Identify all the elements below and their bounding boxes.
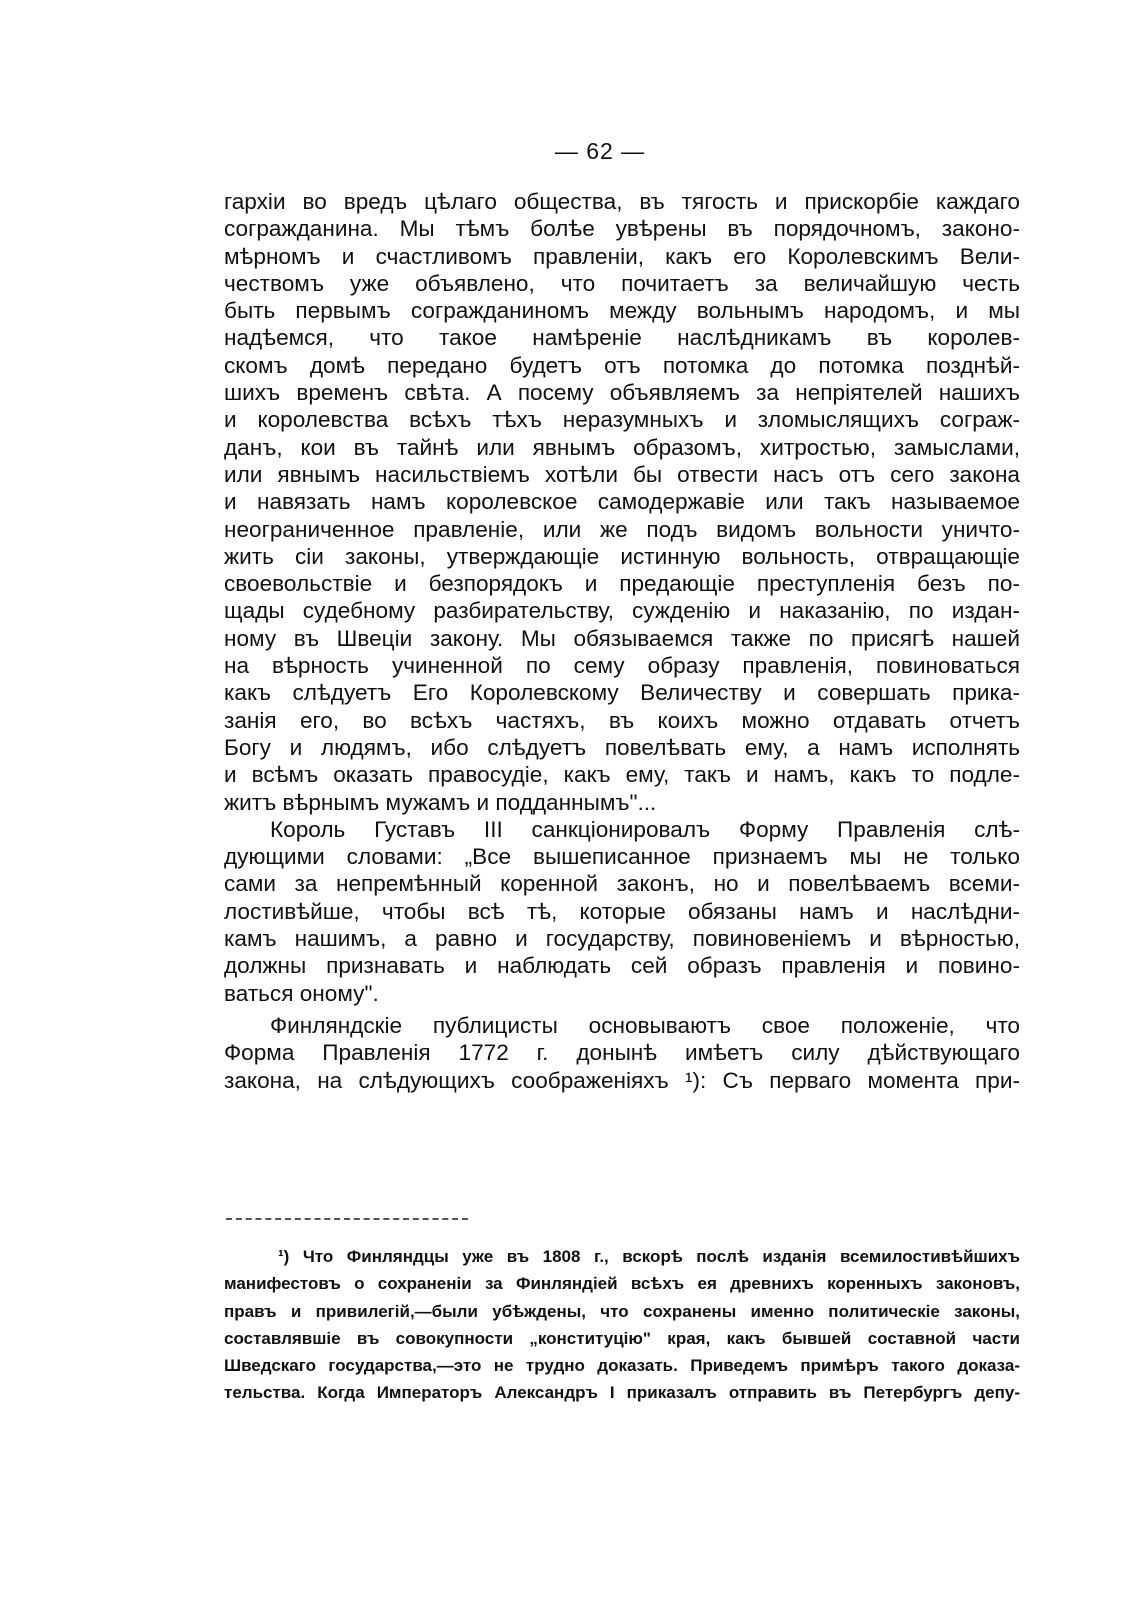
text-line: чествомъ уже объявлено, что почитаетъ за величайшую честь [224, 270, 1020, 296]
footnote-line: манифестовъ о сохраненіи за Финляндіей всѣхъ ея древнихъ коренныхъ законовъ, [224, 1274, 1020, 1294]
text-line: Форма Правленія 1772 г. донынѣ имѣетъ силу дѣйствующаго [224, 1040, 1020, 1066]
text-line: гархіи во вредъ цѣлаго общества, въ тягость и прискорбіе каждаго [224, 189, 1020, 214]
paragraph-start-line: Финляндскіе публицисты основываютъ свое положеніе, что [270, 1012, 1020, 1038]
footnote [224, 1244, 1020, 1408]
text-line: ваться оному". [224, 980, 379, 1006]
text-line: Богу и людямъ, ибо слѣдуетъ повелѣвать ему, а намъ исполнять [224, 734, 1020, 760]
text-line: какъ слѣдуетъ Его Королевскому Величеству и совершать прика- [224, 680, 1020, 706]
text-line: закона, на слѣдующихъ соображеніяхъ ¹): Съ перваго момента при- [224, 1067, 1020, 1093]
text-line: своевольствіе и безпорядокъ и предающіе преступленія безъ по- [224, 571, 1020, 597]
text-line: согражданина. Мы тѣмъ болѣе увѣрены въ порядочномъ, законо- [224, 216, 1020, 242]
paragraph-start-line: Король Густавъ III санкціонировалъ Форму Правленія слѣ- [270, 816, 1020, 842]
text-line: сами за непремѣнный коренной законъ, но и повелѣваемъ всеми- [224, 871, 1020, 897]
text-line: и навязать намъ королевское самодержавіе или такъ называемое [224, 489, 1020, 515]
text-line: ному въ Швеціи закону. Мы обязываемся также по присягѣ нашей [224, 625, 1020, 651]
page-number: — 62 — [554, 138, 646, 164]
text-line: быть первымъ согражданиномъ между вольнымъ народомъ, и мы [224, 298, 1020, 324]
footnote-line: тельства. Когда Императоръ Александръ I приказалъ отправить въ Петербургъ депу- [224, 1383, 1020, 1403]
text-line: неограниченное правленіе, или же подъ видомъ вольности уничто- [224, 516, 1020, 542]
text-line: камъ нашимъ, а равно и государству, повиновеніемъ и вѣрностью, [224, 926, 1020, 952]
text-line: мѣрномъ и счастливомъ правленіи, какъ его Королевскимъ Вели- [224, 243, 1020, 269]
main-text [224, 188, 1020, 1094]
footnote-line: Шведскаго государства,—это не трудно доказать. Приведемъ примѣръ такого доказа- [224, 1356, 1020, 1376]
text-line: дующими словами: „Все вышеписанное признаемъ мы не только [224, 844, 1020, 870]
footnote-separator [226, 1218, 468, 1220]
text-line: занія его, во всѣхъ частяхъ, въ коихъ можно отдавать отчетъ [224, 707, 1020, 733]
text-line: данъ, кои въ тайнѣ или явнымъ образомъ, хитростью, замыслами, [224, 434, 1020, 460]
footnote-line: правъ и привилегій,—были убѣждены, что сохранены именно политическіе законы, [224, 1301, 1020, 1321]
text-line: жить сіи законы, утверждающіе истинную вольность, отвращающіе [224, 543, 1020, 569]
text-line: должны признавать и наблюдать сей образъ правленія и повино- [224, 953, 1020, 979]
text-line: на вѣрность учиненной по сему образу правленія, повиноваться [224, 653, 1020, 679]
text-line: и всѣмъ оказать правосудіе, какъ ему, такъ и намъ, какъ то подле- [224, 762, 1020, 788]
text-line: шихъ временъ свѣта. А посему объявляемъ за непріятелей нашихъ [224, 380, 1020, 406]
footnote-line: составлявшіе въ совокупности „конституцію" края, какъ бывшей составной части [224, 1328, 1020, 1348]
text-line: лостивѣйше, чтобы всѣ тѣ, которые обязаны намъ и наслѣдни- [224, 898, 1020, 924]
text-line: щады судебному разбирательству, сужденію и наказанію, по издан- [224, 598, 1020, 624]
footnote-line: ¹) Что Финляндцы уже въ 1808 г., вскорѣ послѣ изданія всемилостивѣйшихъ [278, 1247, 1020, 1266]
text-line: житъ вѣрнымъ мужамъ и подданнымъ"... [224, 789, 657, 815]
text-line: надѣемся, что такое намѣреніе наслѣдникамъ въ королев- [224, 325, 1020, 351]
text-line: скомъ домѣ передано будетъ отъ потомка до потомка позднѣй- [224, 352, 1020, 378]
text-line: или явнымъ насильствіемъ хотѣли бы отвести насъ отъ сего закона [224, 461, 1020, 487]
text-line: и королевства всѣхъ тѣхъ неразумныхъ и зломыслящихъ сограж- [224, 407, 1020, 433]
